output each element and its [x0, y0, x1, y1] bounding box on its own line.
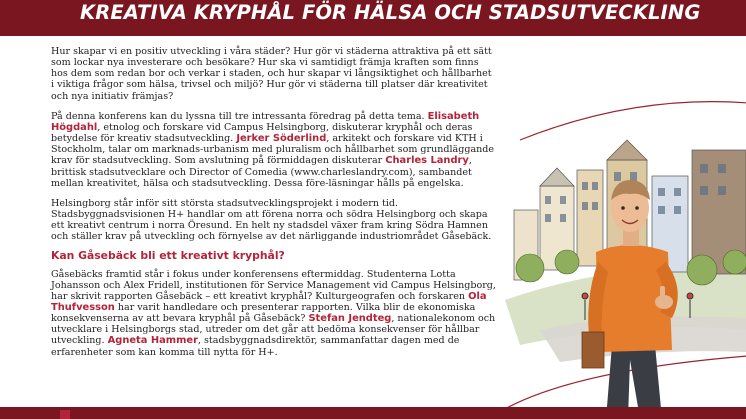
gasebeck-text-2: har varit handledare och presenterar rapporten. Vilka blir de ekonomiska konsekvenserna av att bevara kryphål på Gåsebäck?: [51, 301, 476, 325]
page-title: KREATIVA KRYPHÅL FÖR HÄLSA OCH STADSUTVECKLING: [80, 1, 701, 24]
gasebeck-text-4: , stadsbyggnadsdirektör, sammanfattar dagen med de erfarenheter som kan komma till nytta för H+.: [51, 335, 460, 358]
footer-band: [0, 407, 746, 419]
gasebeck-text-1: Gåsebäcks framtid står i fokus under konferensens eftermiddag. Studenterna Lotta Johansson och Alex Fridell, institutionen för Service Management vid Campus Helsingborg, har skrivit rapporten Gåsebäck – ett kreativt kryphål? Kulturgeografen och forskaren: [51, 268, 496, 302]
speaker-name: Jerker Söderlind: [236, 133, 327, 145]
conference-text-1: På denna konferens kan du lyssna till tre intressanta föredrag på detta tema.: [51, 110, 428, 122]
speaker-name: Ola Thufvesson: [51, 290, 487, 313]
speaker-name: Charles Landry: [385, 155, 469, 167]
section-heading: Kan Gåsebäck bli ett kreativt kryphål?: [51, 248, 285, 262]
gasebeck-text-3: , nationalekonom och utvecklare i Helsingborgs stad, utreder om det går att bedöma konsekvenser för hållbar utveckling.: [51, 313, 496, 347]
helsingborg-paragraph: Helsingborg står inför sitt största stadsutvecklingsprojekt i modern tid. Stadsbyggnadsvisionen H+ handlar om att förena norra och södra Helsingborg och skapa ett kreativt centrum i norra Öresund. En helt ny stadsdel växer fram kring Södra Hamnen och ställer krav på utveckling och förnyelse av det närliggande industriområdet Gåsebäck.: [51, 197, 492, 243]
speaker-name: Elisabeth Högdahl: [51, 110, 480, 133]
conference-text-2: , etnolog och forskare vid Campus Helsingborg, diskuterar kryphål och deras betydelse för kreativ stadsutveckling.: [51, 121, 473, 145]
conference-text-4: , brittisk stadsutvecklare och Director of Comedia (www.charleslandry.com), sambandet mellan kreativitet, hälsa och stadsutveckling. Dessa före-läsningar hålls på engelska.: [51, 155, 472, 189]
intro-paragraph: Hur skapar vi en positiv utveckling i våra städer? Hur gör vi städerna attraktiva på ett sätt som lockar nya investerare och besökare? Hur ska vi samtidigt främja kraften som finns hos dem som redan bor och verkar i staden, och hur skapar vi långsiktighet och hållbarhet i viktiga frågor som hälsa, trivsel och miljö? Hur gör vi städerna till platser där kreativitet och nya initiativ främjas?: [51, 46, 492, 102]
speaker-name: Stefan Jendteg: [308, 313, 392, 325]
footer-accent: [60, 410, 70, 419]
speaker-name: Agneta Hammer: [107, 335, 198, 347]
conference-text-3: , arkitekt och forskare vid KTH i Stockholm, talar om marknads-urbanism med pluralism och hållbarhet som grundläggande krav för stadsutveckling. Som avslutning på förmiddagen diskuterar: [51, 133, 495, 167]
